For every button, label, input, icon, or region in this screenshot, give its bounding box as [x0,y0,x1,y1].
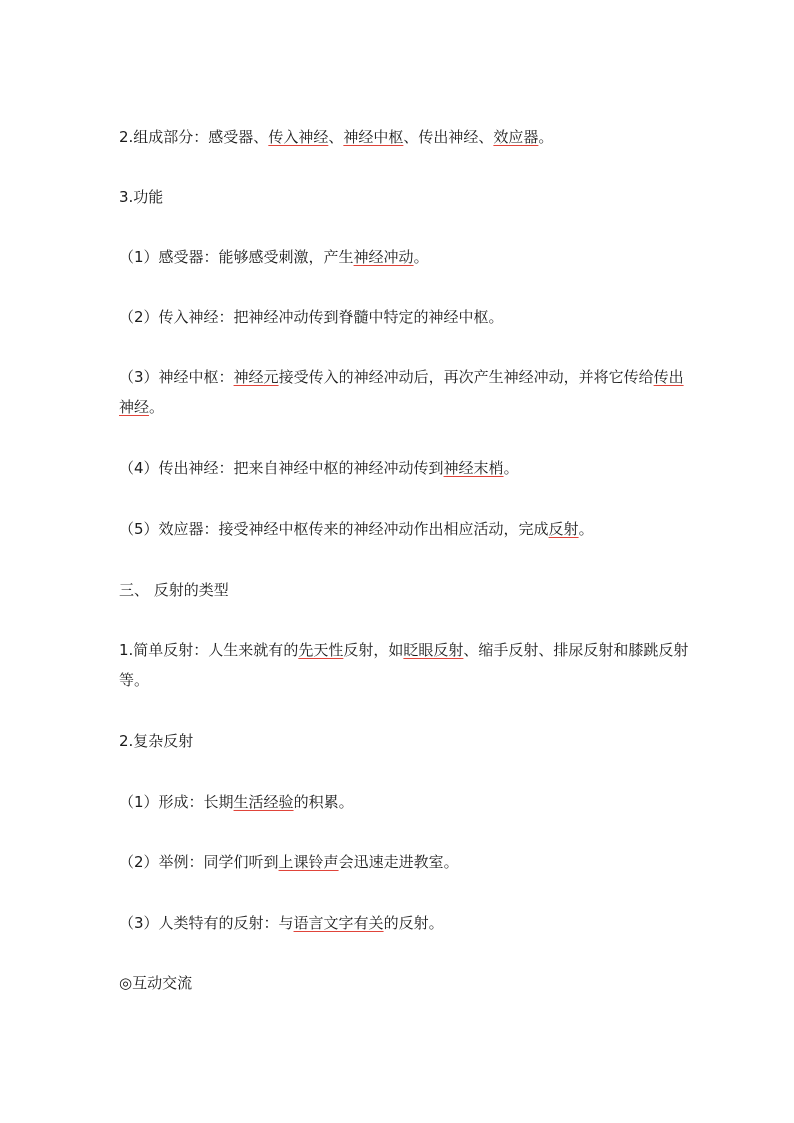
paragraph-formation [119,787,689,817]
paragraph-efferent [119,453,689,483]
text: 、缩手反射、排尿反射和膝跳反射等。 [119,641,689,689]
text: 接受传入的神经冲动后，再次产生神经冲动，并将它传给 [278,368,654,386]
heading-function [119,182,689,212]
paragraph-simple-reflex [119,635,689,695]
text: 1.简单反射：人生来就有的 [119,641,299,659]
text: 2.复杂反射 [119,732,194,750]
text: 反射，如 [343,641,404,659]
underlined-term: 神经中枢 [343,128,404,146]
text: 会迅速走进教室。 [338,853,459,871]
paragraph-center [119,362,689,422]
paragraph-afferent [119,302,689,332]
heading-complex-reflex [119,726,689,756]
text: 。 [503,459,519,477]
text: （5）效应器：接受神经中枢传来的神经冲动作出相应活动，完成 [119,520,549,538]
text: 、 [328,128,344,146]
paragraph-effector [119,514,689,544]
text: （3）神经中枢： [119,368,234,386]
underlined-term: 传出神经 [119,368,684,416]
text: （3）人类特有的反射：与 [119,914,294,932]
text: 。 [578,520,594,538]
text: 的积累。 [293,793,354,811]
text: （4）传出神经：把来自神经中枢的神经冲动传到 [119,459,444,477]
text: 、传出神经、 [403,128,494,146]
text: 的反射。 [383,914,444,932]
paragraph-components [119,122,689,152]
text: （2）传入神经：把神经冲动传到脊髓中特定的神经中枢。 [119,308,504,326]
underlined-term: 神经元 [233,368,279,386]
underlined-term: 眨眼反射 [403,641,464,659]
text: 三、 反射的类型 [119,581,229,599]
underlined-term: 效应器 [493,128,539,146]
paragraph-example [119,847,689,877]
underlined-term: 先天性 [298,641,344,659]
text: 。 [538,128,554,146]
text: （1）形成：长期 [119,793,234,811]
text: 。 [149,398,165,416]
heading-interaction [119,968,689,998]
text: （1）感受器：能够感受刺激，产生 [119,248,354,266]
underlined-term: 上课铃声 [278,853,339,871]
underlined-term: 神经冲动 [353,248,414,266]
text: 2.组成部分：感受器、 [119,128,269,146]
paragraph-human-reflex [119,908,689,938]
text: 。 [413,248,429,266]
paragraph-receptor [119,242,689,272]
text: （2）举例：同学们听到 [119,853,279,871]
underlined-term: 神经末梢 [443,459,504,477]
text: 3.功能 [119,188,164,206]
underlined-term: 传入神经 [268,128,329,146]
heading-reflex-types [119,575,689,605]
underlined-term: 语言文字有关 [293,914,384,932]
underlined-term: 反射 [548,520,579,538]
underlined-term: 生活经验 [233,793,294,811]
text: ◎互动交流 [119,974,193,992]
